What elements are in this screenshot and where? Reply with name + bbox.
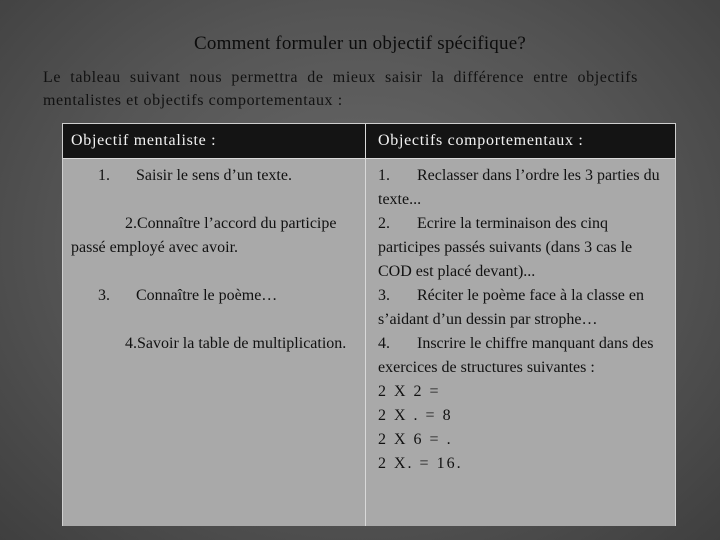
item-text: Ecrire la terminaison des cinq participes passés suivants (dans 3 cas le COD est placé devant)... [378, 215, 633, 280]
formula-line: 2 X 6 = . [378, 431, 453, 448]
item-text: Reclasser dans l’ordre les 3 parties du texte... [378, 167, 660, 208]
item-text: Saisir le sens d’un texte. [136, 167, 292, 184]
behavioral-item [378, 164, 667, 212]
mentalist-item [71, 164, 359, 188]
header-behavioral: Objectifs comportementaux : [378, 132, 584, 149]
table-header-row [63, 124, 675, 159]
item-number: 1. [98, 167, 110, 184]
mentalist-item [71, 332, 359, 356]
item-text: Connaître le poème… [136, 287, 278, 304]
item-number: 3. [378, 287, 390, 304]
item-text: Connaître l’accord du participe passé employé avec avoir. [71, 215, 337, 256]
behavioral-item [378, 212, 667, 284]
formula-line: 2 X 2 = [378, 383, 441, 400]
comparison-table [62, 123, 676, 526]
mentalist-column [63, 159, 366, 526]
formula-line: 2 X. = 16. [378, 455, 463, 472]
item-number: 2. [125, 215, 137, 232]
item-number: 2. [378, 215, 390, 232]
item-text: Inscrire le chiffre manquant dans des exercices de structures suivantes : [378, 335, 654, 376]
behavioral-item [378, 332, 667, 380]
mentalist-item [71, 284, 359, 308]
formula-line: 2 X . = 8 [378, 407, 453, 424]
table-body-row [63, 159, 675, 526]
item-number: 1. [378, 167, 390, 184]
behavioral-column [366, 159, 675, 526]
item-number: 4. [378, 335, 390, 352]
slide-title: Comment formuler un objectif spécifique? [194, 33, 526, 54]
intro-paragraph: Le tableau suivant nous permettra de mieux saisir la différence entre objectifs mentalistes et objectifs comportementaux : [43, 69, 638, 109]
mentalist-item [71, 212, 359, 260]
item-number: 3. [98, 287, 110, 304]
item-text: Réciter le poème face à la classe en s’aidant d’un dessin par strophe… [378, 287, 644, 328]
item-number: 4. [125, 335, 137, 352]
behavioral-item [378, 284, 667, 332]
item-text: Savoir la table de multiplication. [137, 335, 347, 352]
header-mentalist: Objectif mentaliste : [63, 124, 366, 158]
